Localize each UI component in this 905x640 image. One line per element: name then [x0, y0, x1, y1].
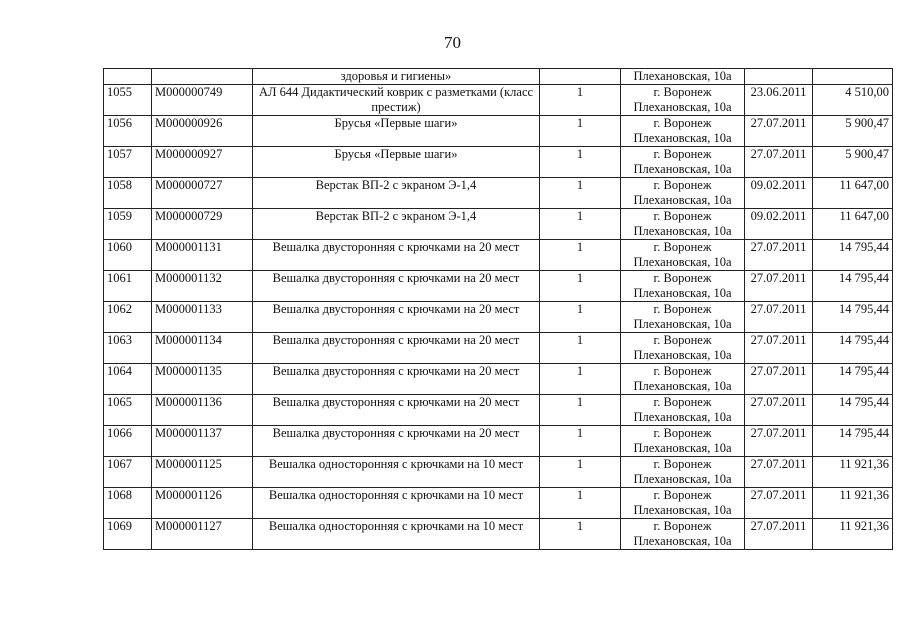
- address-street: Плехановская, 10а: [633, 255, 732, 269]
- date: 27.07.2011: [745, 271, 813, 302]
- amount: 14 795,44: [813, 302, 893, 333]
- address: [621, 116, 745, 147]
- amount: 11 921,36: [813, 488, 893, 519]
- quantity: [540, 69, 621, 85]
- table-row: [104, 240, 893, 271]
- address-city: г. Воронеж: [653, 457, 712, 471]
- address-street: Плехановская, 10а: [633, 348, 732, 362]
- row-number: 1065: [104, 395, 152, 426]
- table-row: [104, 85, 893, 116]
- amount: 4 510,00: [813, 85, 893, 116]
- row-number: 1066: [104, 426, 152, 457]
- row-number: 1062: [104, 302, 152, 333]
- address: [621, 178, 745, 209]
- address-city: г. Воронеж: [653, 426, 712, 440]
- date: 27.07.2011: [745, 116, 813, 147]
- table-row: [104, 364, 893, 395]
- table-row: [104, 395, 893, 426]
- address: [621, 457, 745, 488]
- address: [621, 85, 745, 116]
- inventory-table: [103, 68, 893, 550]
- address-city: г. Воронеж: [653, 178, 712, 192]
- address-street: Плехановская, 10а: [633, 224, 732, 238]
- date: 27.07.2011: [745, 147, 813, 178]
- address: [621, 209, 745, 240]
- item-name: Вешалка двусторонняя с крючками на 20 мест: [253, 240, 540, 271]
- row-number: 1059: [104, 209, 152, 240]
- address-city: г. Воронеж: [653, 364, 712, 378]
- address-city: г. Воронеж: [653, 209, 712, 223]
- address-street: Плехановская, 10а: [633, 286, 732, 300]
- row-number: 1056: [104, 116, 152, 147]
- address-city: г. Воронеж: [653, 488, 712, 502]
- address-street: Плехановская, 10а: [633, 441, 732, 455]
- date: 27.07.2011: [745, 519, 813, 550]
- address: [621, 302, 745, 333]
- inventory-code: М000000926: [152, 116, 253, 147]
- address-street: Плехановская, 10а: [633, 100, 732, 114]
- table-row: [104, 333, 893, 364]
- quantity: 1: [540, 85, 621, 116]
- address-city: г. Воронеж: [653, 271, 712, 285]
- quantity: 1: [540, 302, 621, 333]
- address: [621, 364, 745, 395]
- address-street: Плехановская, 10а: [633, 131, 732, 145]
- date: 27.07.2011: [745, 302, 813, 333]
- item-name: Вешалка двусторонняя с крючками на 20 мест: [253, 364, 540, 395]
- inventory-code: М000000927: [152, 147, 253, 178]
- quantity: 1: [540, 519, 621, 550]
- inventory-code: М000001127: [152, 519, 253, 550]
- item-name: Верстак ВП-2 с экраном Э-1,4: [253, 178, 540, 209]
- quantity: 1: [540, 271, 621, 302]
- amount: 14 795,44: [813, 426, 893, 457]
- quantity: 1: [540, 426, 621, 457]
- inventory-code: М000001135: [152, 364, 253, 395]
- address: [621, 519, 745, 550]
- table-row: [104, 271, 893, 302]
- inventory-code: М000001132: [152, 271, 253, 302]
- date: 09.02.2011: [745, 209, 813, 240]
- date: 27.07.2011: [745, 426, 813, 457]
- row-number: 1064: [104, 364, 152, 395]
- row-number: 1067: [104, 457, 152, 488]
- address-city: г. Воронеж: [653, 85, 712, 99]
- item-name: Вешалка односторонняя с крючками на 10 мест: [253, 519, 540, 550]
- table-row: [104, 147, 893, 178]
- amount: 14 795,44: [813, 364, 893, 395]
- date: 27.07.2011: [745, 395, 813, 426]
- date: 27.07.2011: [745, 240, 813, 271]
- item-name: Вешалка двусторонняя с крючками на 20 мест: [253, 426, 540, 457]
- address-city: г. Воронеж: [653, 333, 712, 347]
- row-number: 1060: [104, 240, 152, 271]
- date: [745, 69, 813, 85]
- address: [621, 488, 745, 519]
- address-street: Плехановская, 10а: [633, 534, 732, 548]
- quantity: 1: [540, 457, 621, 488]
- amount: 11 647,00: [813, 178, 893, 209]
- item-name: АЛ 644 Дидактический коврик с разметками (класс престиж): [253, 85, 540, 116]
- amount: 14 795,44: [813, 240, 893, 271]
- table-row: [104, 457, 893, 488]
- address-street: Плехановская, 10а: [633, 503, 732, 517]
- table-row: [104, 302, 893, 333]
- table-body: [104, 69, 893, 550]
- inventory-code: М000001126: [152, 488, 253, 519]
- amount: 11 647,00: [813, 209, 893, 240]
- quantity: 1: [540, 364, 621, 395]
- item-name: Вешалка двусторонняя с крючками на 20 мест: [253, 333, 540, 364]
- inventory-code: М000001131: [152, 240, 253, 271]
- inventory-code: М000001137: [152, 426, 253, 457]
- amount: 14 795,44: [813, 395, 893, 426]
- table-row: [104, 488, 893, 519]
- row-number: 1063: [104, 333, 152, 364]
- table-row: [104, 209, 893, 240]
- quantity: 1: [540, 240, 621, 271]
- table-row-continuation: [104, 69, 893, 85]
- row-number: 1061: [104, 271, 152, 302]
- address: [621, 240, 745, 271]
- item-name: Вешалка двусторонняя с крючками на 20 мест: [253, 302, 540, 333]
- item-name: Брусья «Первые шаги»: [253, 147, 540, 178]
- row-number: 1057: [104, 147, 152, 178]
- page-number: 70: [444, 33, 461, 52]
- inventory-code: М000000729: [152, 209, 253, 240]
- date: 27.07.2011: [745, 488, 813, 519]
- inventory-code: М000001134: [152, 333, 253, 364]
- item-name: Вешалка двусторонняя с крючками на 20 мест: [253, 395, 540, 426]
- address-city: г. Воронеж: [653, 395, 712, 409]
- row-number: 1069: [104, 519, 152, 550]
- amount: 14 795,44: [813, 271, 893, 302]
- table-row: [104, 178, 893, 209]
- address: Плехановская, 10а: [621, 69, 745, 85]
- address: [621, 271, 745, 302]
- amount: 5 900,47: [813, 147, 893, 178]
- inventory-code: М000001125: [152, 457, 253, 488]
- date: 27.07.2011: [745, 333, 813, 364]
- address: [621, 395, 745, 426]
- item-name: Вешалка односторонняя с крючками на 10 мест: [253, 457, 540, 488]
- date: 27.07.2011: [745, 364, 813, 395]
- amount: [813, 69, 893, 85]
- address: [621, 333, 745, 364]
- table-row: [104, 426, 893, 457]
- item-name: здоровья и гигиены»: [253, 69, 540, 85]
- amount: 5 900,47: [813, 116, 893, 147]
- date: 09.02.2011: [745, 178, 813, 209]
- address-street: Плехановская, 10а: [633, 162, 732, 176]
- address-city: г. Воронеж: [653, 240, 712, 254]
- address-city: г. Воронеж: [653, 519, 712, 533]
- quantity: 1: [540, 147, 621, 178]
- address-street: Плехановская, 10а: [633, 410, 732, 424]
- amount: 11 921,36: [813, 457, 893, 488]
- quantity: 1: [540, 488, 621, 519]
- amount: 11 921,36: [813, 519, 893, 550]
- address-city: г. Воронеж: [653, 116, 712, 130]
- inventory-code: М000001136: [152, 395, 253, 426]
- address: [621, 426, 745, 457]
- address-street: Плехановская, 10а: [633, 317, 732, 331]
- quantity: 1: [540, 116, 621, 147]
- item-name: Вешалка односторонняя с крючками на 10 мест: [253, 488, 540, 519]
- table-row: [104, 116, 893, 147]
- row-number: 1058: [104, 178, 152, 209]
- quantity: 1: [540, 395, 621, 426]
- address-street: Плехановская, 10а: [633, 472, 732, 486]
- address: [621, 147, 745, 178]
- inventory-code: [152, 69, 253, 85]
- quantity: 1: [540, 178, 621, 209]
- address-city: г. Воронеж: [653, 302, 712, 316]
- row-number: [104, 69, 152, 85]
- date: 23.06.2011: [745, 85, 813, 116]
- row-number: 1055: [104, 85, 152, 116]
- item-name: Вешалка двусторонняя с крючками на 20 мест: [253, 271, 540, 302]
- address-street: Плехановская, 10а: [633, 193, 732, 207]
- inventory-code: М000000749: [152, 85, 253, 116]
- inventory-code: М000000727: [152, 178, 253, 209]
- item-name: Верстак ВП-2 с экраном Э-1,4: [253, 209, 540, 240]
- quantity: 1: [540, 209, 621, 240]
- inventory-code: М000001133: [152, 302, 253, 333]
- address-street: Плехановская, 10а: [633, 379, 732, 393]
- item-name: Брусья «Первые шаги»: [253, 116, 540, 147]
- row-number: 1068: [104, 488, 152, 519]
- address-city: г. Воронеж: [653, 147, 712, 161]
- amount: 14 795,44: [813, 333, 893, 364]
- date: 27.07.2011: [745, 457, 813, 488]
- quantity: 1: [540, 333, 621, 364]
- table-row: [104, 519, 893, 550]
